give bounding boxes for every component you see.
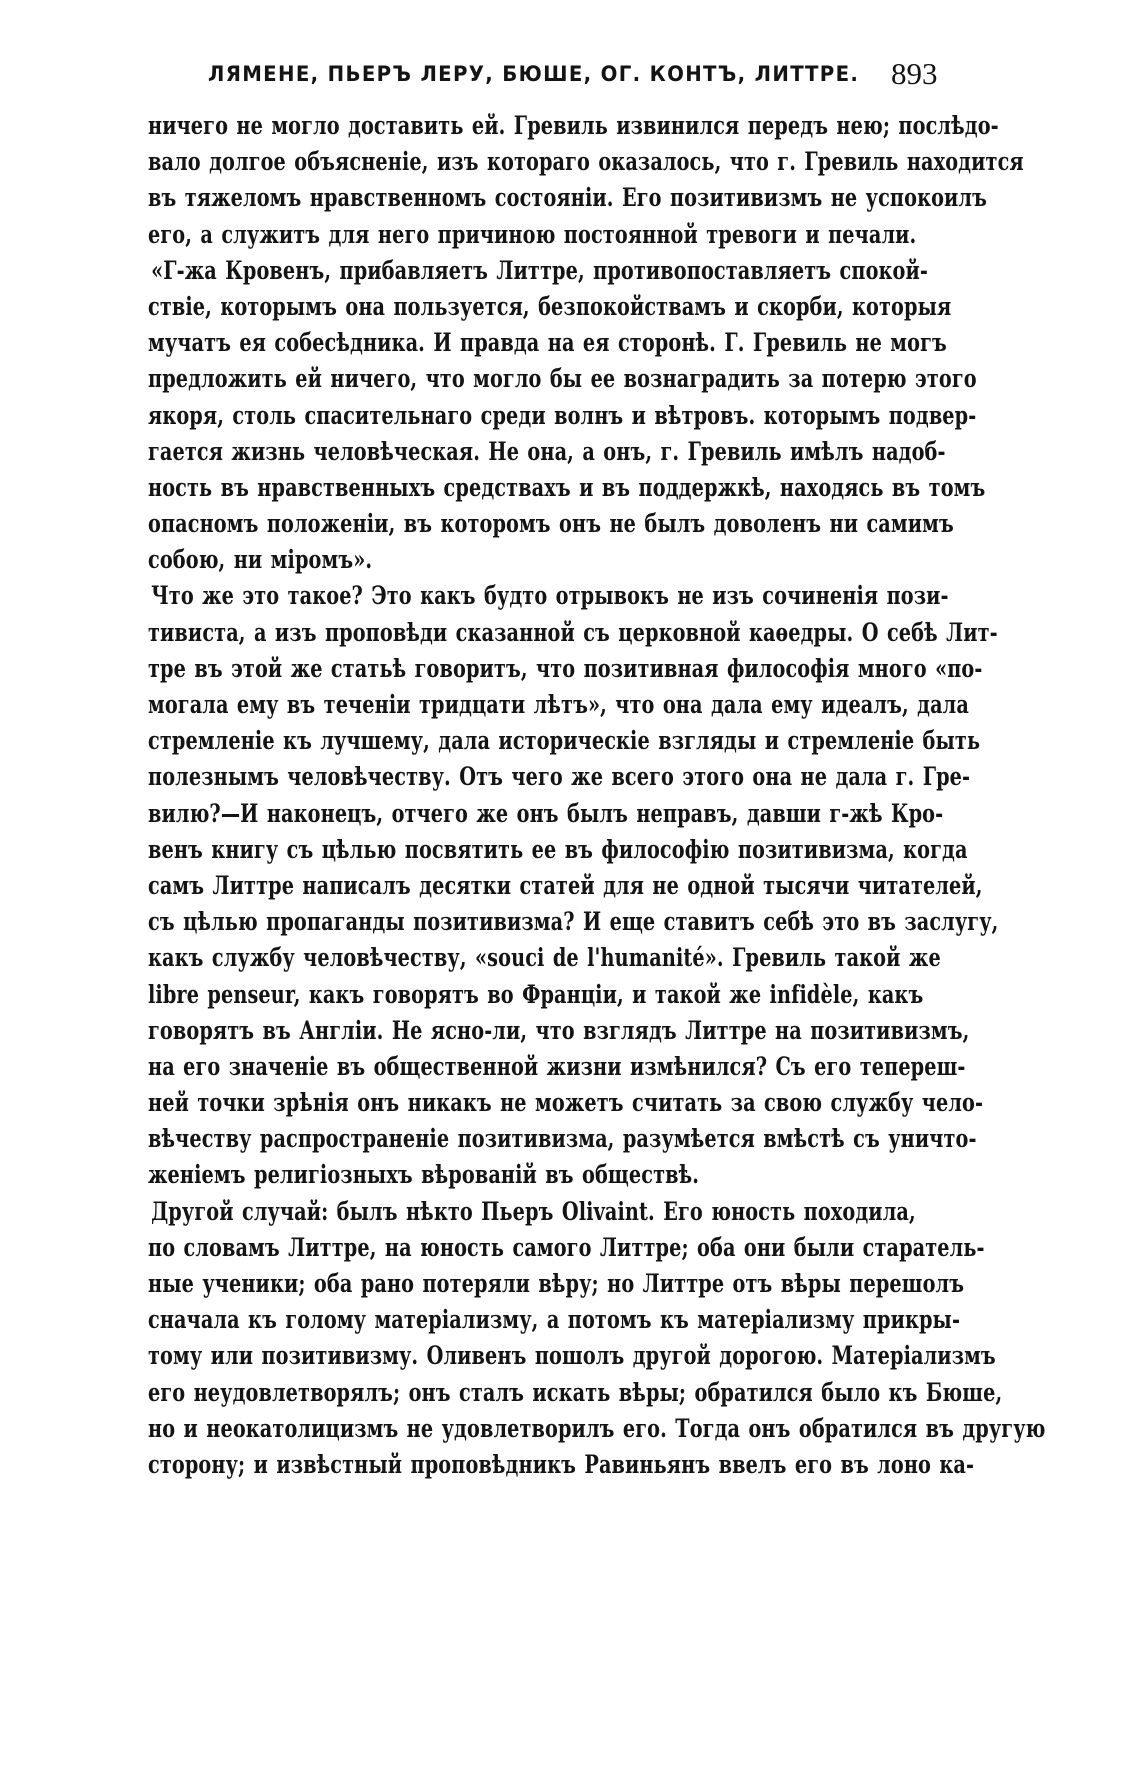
text-line: сторону; и извѣстный проповѣдникъ Равиньянъ ввелъ его въ лоно ка-: [148, 1449, 975, 1479]
text-line: ствіе, которымъ она пользуется, безпокойствамъ и скорби, которыя: [148, 291, 952, 321]
text-line: на его значеніе въ общественной жизни измѣнился? Съ его тепереш-: [148, 1051, 966, 1081]
text-line: съ цѣлью пропаганды позитивизма? И еще ставитъ себѣ это въ заслугу,: [148, 907, 999, 937]
text-line: тивиста, а изъ проповѣди сказанной съ церковной каѳедры. О себѣ Лит-: [148, 617, 998, 647]
running-title: ЛЯМЕНЕ, ПЬЕРЪ ЛЕРУ, БЮШЕ, ОГ. КОНТЪ, ЛИТТРЕ.: [208, 62, 860, 86]
page-number: 893: [891, 56, 938, 91]
text-line: Что же это такое? Это какъ будто отрывокъ не изъ сочиненія пози-: [151, 581, 949, 611]
text-line: его, а служитъ для него причиною постоянной тревоги и печали.: [148, 219, 917, 249]
text-line: ничего не могло доставить ей. Гревиль извинился передъ нею; послѣдо-: [148, 111, 999, 140]
text-line: тре въ этой же статьѣ говоритъ, что позитивная философія много «по-: [148, 653, 983, 683]
text-line: якоря, столь спасительнаго среди волнъ и вѣтровъ. которымъ подвер-: [148, 400, 977, 430]
text-line: женіемъ религіозныхъ вѣрованій въ обществѣ.: [148, 1160, 700, 1190]
text-line: libre penseur, какъ говорятъ во Франціи, и такой же infidèle, какъ: [148, 979, 924, 1009]
text-line: мучатъ ея собесѣдника. И правда на ея сторонѣ. Г. Гревиль не могъ: [148, 328, 947, 358]
text-line: могала ему въ теченіи тридцати лѣтъ», что она дала ему идеалъ, дала: [148, 690, 969, 719]
text-line: самъ Литтре написалъ десятки статей для не одной тысячи читателей,: [148, 870, 983, 900]
text-line: предложить ей ничего, что могло бы ее вознаградить за потерю этого: [148, 364, 977, 394]
book-page: [148, 48, 1046, 1483]
text-line: говорятъ въ Англіи. Не ясно-ли, что взглядъ Литтре на позитивизмъ,: [148, 1015, 970, 1045]
text-line: вѣчеству распространеніе позитивизма, разумѣется вмѣстѣ съ уничто-: [148, 1124, 977, 1154]
text-line: вилю?—И наконецъ, отчего же онъ былъ неправъ, давши г-жѣ Кро-: [148, 798, 944, 828]
text-line: тому или позитивизму. Оливенъ пошолъ другой дорогою. Матеріализмъ: [148, 1341, 996, 1371]
text-line: опасномъ положеніи, въ которомъ онъ не былъ доволенъ ни самимъ: [148, 509, 954, 539]
text-line: вало долгое объясненіе, изъ котораго оказалось, что г. Гревиль находится: [148, 147, 1024, 177]
text-line: въ тяжеломъ нравственномъ состояніи. Его позитивизмъ не успокоилъ: [148, 183, 988, 213]
text-line: но и неокатолицизмъ не удовлетворилъ его. Тогда онъ обратился въ другую: [148, 1413, 1046, 1443]
body-text: [148, 108, 1046, 1483]
text-line: стремленіе къ лучшему, дала историческіе взгляды и стремленіе быть: [148, 726, 981, 756]
text-line: ность въ нравственныхъ средствахъ и въ поддержкѣ, находясь въ томъ: [148, 472, 986, 502]
text-line: какъ службу человѣчеству, «souci de l'humanité». Гревиль такой же: [148, 943, 941, 973]
text-line: по словамъ Литтре, на юность самого Литтре; оба они были старатель-: [148, 1232, 985, 1262]
text-line: гается жизнь человѣческая. Не она, а онъ, г. Гревиль имѣлъ надоб-: [148, 436, 946, 466]
text-line: венъ книгу съ цѣлью посвятить ее въ философію позитивизма, когда: [148, 834, 968, 864]
text-line: полезнымъ человѣчеству. Отъ чего же всего этого она не дала г. Гре-: [148, 762, 971, 792]
running-head: [148, 48, 948, 108]
text-line: «Г-жа Кровенъ, прибавляетъ Литтре, противопоставляетъ спокой-: [151, 255, 928, 285]
text-line: его неудовлетворялъ; онъ сталъ искать вѣры; обратился было къ Бюше,: [148, 1377, 1003, 1407]
text-line: ные ученики; оба рано потеряли вѣру; но Литтре отъ вѣры перешолъ: [148, 1269, 965, 1298]
text-line: Другой случай: былъ нѣкто Пьеръ Olivaint. Его юность походила,: [151, 1196, 916, 1226]
text-line: сначала къ голому матеріализму, а потомъ къ матеріализму прикры-: [148, 1305, 961, 1335]
text-line: собою, ни міромъ».: [148, 545, 373, 575]
text-line: ней точки зрѣнія онъ никакъ не можетъ считать за свою службу чело-: [148, 1088, 984, 1118]
